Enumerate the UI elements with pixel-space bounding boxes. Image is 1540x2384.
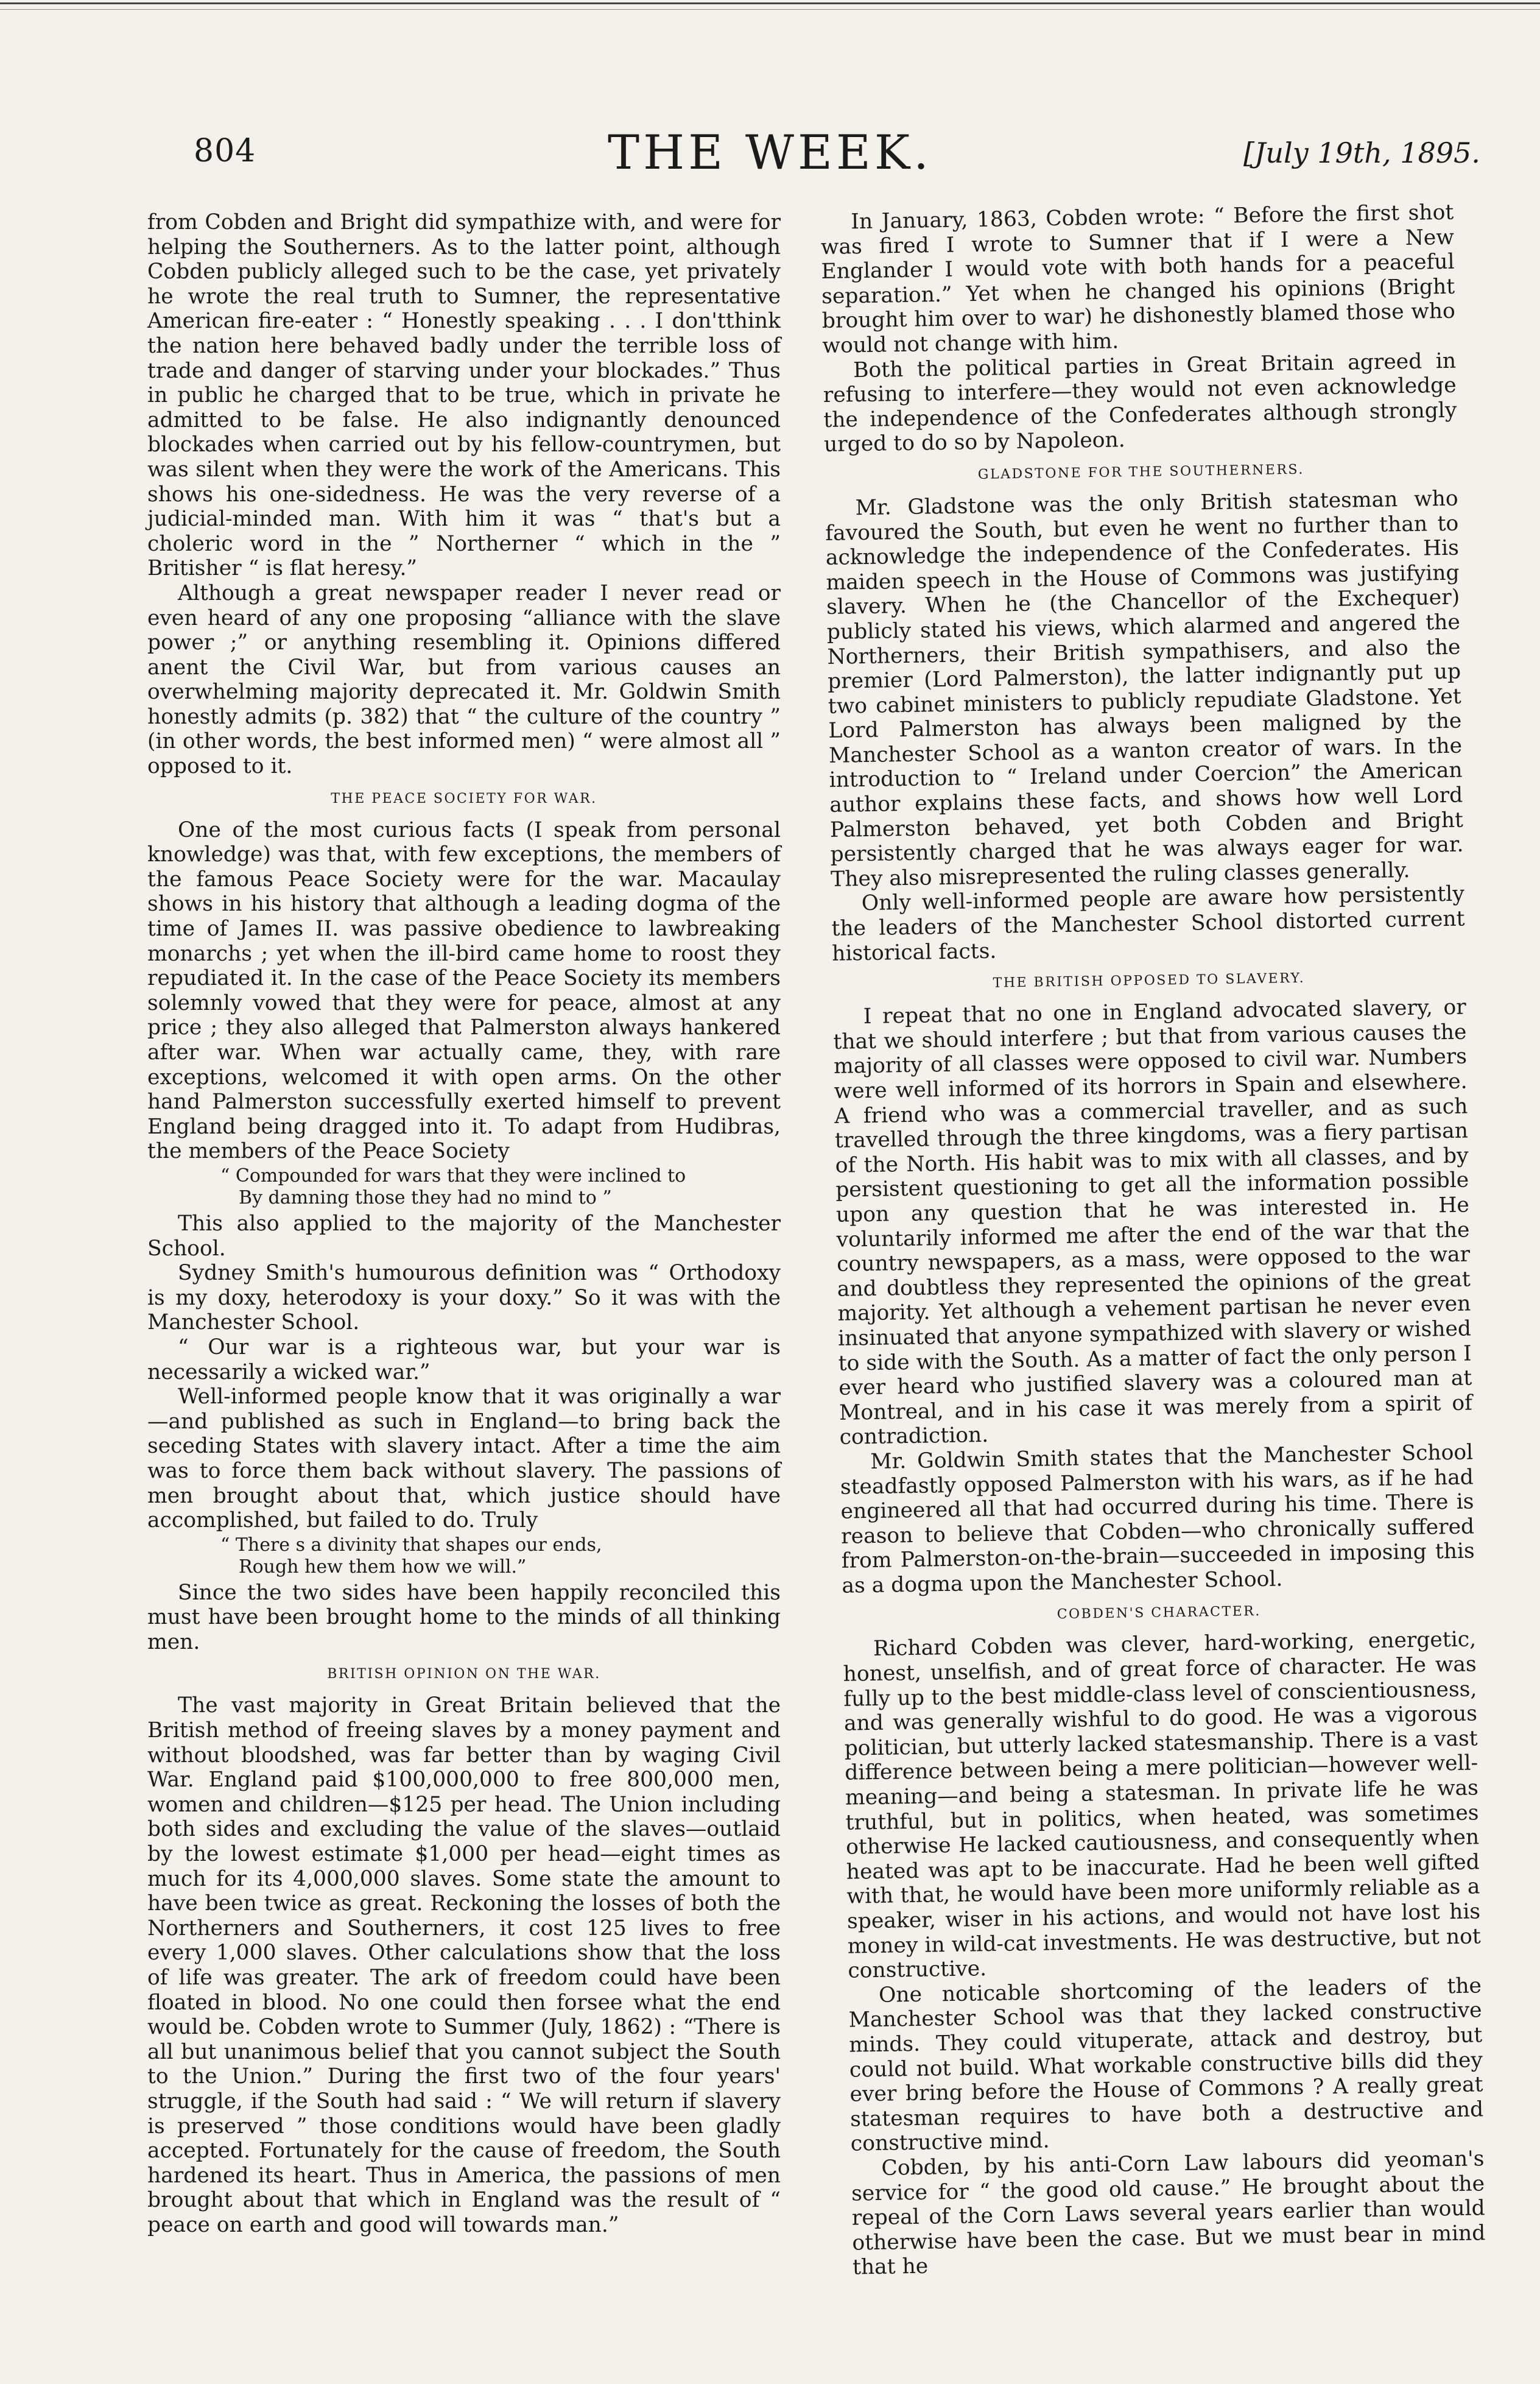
paragraph: Well-informed people know that it was originally a war—and published as such in England—to bring back the seceding States with slavery intact. After a time the aim was to force them back without slavery. The passions of men brought about that, which justice should have accomplished, but failed to do. Truly [147, 1384, 781, 1533]
paragraph: Mr. Goldwin Smith states that the Manchester School steadfastly opposed Palmerston with his wars, as if he had engineered all that had occurred during his time. There is reason to believe that Cobden—who chronically suffered from Palmerston-on-the-brain—succeeded in imposing this as a dogma upon the Manchester School. [840, 1440, 1475, 1598]
paragraph: Since the two sides have been happily reconciled this must have been brought home to the minds of all thinking men. [147, 1580, 781, 1654]
paragraph: I repeat that no one in England advocated slavery, or that we should interfere ; but that from various causes the majority of all classes were opposed to civil war. Numbers were well informed of its horrors in Spain and elsewhere. A friend who was a commercial traveller, and as such travelled through the three kingdoms, was a fiery partisan of the North. His habit was to mix with all classes, and by persistent questioning to get all the information possible upon any question that he was interested in. He voluntarily informed me after the end of the war that the country newspapers, as a mass, were opposed to the war and doubtless they represented the opinions of the great majority. Yet although a vehement partisan he never even insinuated that anyone sympathized with slavery or wished to side with the South. As a matter of fact the only person I ever heard who justified slavery was a coloured man at Montreal, and in his case it was merely from a spirit of contradiction. [833, 995, 1473, 1450]
section-heading: THE PEACE SOCIETY FOR WAR. [331, 791, 597, 806]
verse-line: Rough hew them how we will.” [239, 1556, 527, 1578]
section-heading: THE BRITISH OPPOSED TO SLAVERY. [993, 970, 1306, 991]
verse-line: By damning those they had no mind to ” [239, 1187, 612, 1208]
right-column [820, 200, 1486, 2280]
paragraph: Both the political parties in Great Britain agreed in refusing to interfere—they would not even acknowledge the independence of the Confederates although strongly urged to do so by Napoleon. [823, 348, 1457, 457]
paragraph: One of the most curious facts (I speak from personal knowledge) was that, with few exceptions, the members of the famous Peace Society were for the war. Macaulay shows in his history that although a leading dogma of the time of James II. was passive obedience to lawbreaking monarchs ; yet when the ill-bird came home to roost they repudiated it. In the case of the Peace Society its members solemnly vowed that they were for peace, almost at any price ; they also alleged that Palmerston always hankered after war. When war actually came, they, with rare exceptions, welcomed it with open arms. On the other hand Palmerston successfully exerted himself to prevent England being dragged into it. To adapt from Hudibras, the members of the Peace Society [147, 817, 781, 1164]
paragraph: Mr. Gladstone was the only British statesman who favoured the South, but even he went no further than to acknowledge the independence of the Confederates. His maiden speech in the House of Commons was justifying slavery. When he (the Chancellor of the Exchequer) publicly stated his views, which alarmed and angered the Northerners, their British sympathisers, and also the premier (Lord Palmerston), the latter indignantly put up two cabinet ministers to publicly repudiate Gladstone. Yet Lord Palmerston has always been maligned by the Manchester School as a wanton creator of wars. In the introduction to “ Ireland under Coercion” the American author explains these facts, and shows how well Lord Palmerston behaved, yet both Cobden and Bright persistently charged that he was always eager for war. They also misrepresented the ruling classes generally. [825, 486, 1464, 892]
paragraph: Richard Cobden was clever, hard-working, energetic, honest, unselfish, and of great force of character. He was fully up to the best middle-class level of conscientiousness, and was generally wishful to do good. He was a vigorous politician, but utterly lacked statesmanship. There is a vast difference between being a mere politician—however well-meaning—and being a statesman. In private life he was truthful, but in politics, when heated, was sometimes otherwise He lacked cautiousness, and consequently when heated was apt to be inaccurate. Had he been well gifted with that, he would have been more uniformly reliable as a speaker, wiser in his actions, and would not have lost his money in wild-cat investments. He was destructive, but not constructive. [843, 1627, 1481, 1983]
masthead [0, 0, 1540, 219]
publication-title: THE WEEK. [608, 125, 932, 180]
left-column [147, 210, 781, 2238]
paragraph: Only well-informed people are aware how persistently the leaders of the Manchester School distorted current historical facts. [831, 881, 1465, 966]
paragraph: One noticable shortcoming of the leaders of the Manchester School was that they lacked constructive minds. They could vituperate, attack and destroy, but could not build. What workable constructive bills did they ever bring before the House of Commons ? A really great statesman requires to have both a destructive and constructive mind. [848, 1973, 1484, 2156]
paragraph: “ Our war is a righteous war, but your war is necessarily a wicked war.” [147, 1335, 781, 1384]
verse-line: “ Compounded for wars that they were inclined to [220, 1165, 686, 1187]
page-number: 804 [194, 133, 256, 169]
verse-quotation [220, 1165, 781, 1209]
paragraph: Sydney Smith's humourous definition was “ Orthodoxy is my doxy, heterodoxy is your doxy.” So it was with the Manchester School. [147, 1261, 781, 1335]
verse-line: “ There s a divinity that shapes our ends, [220, 1534, 602, 1556]
paragraph: This also applied to the majority of the Manchester School. [147, 1211, 781, 1261]
paragraph: Although a great newspaper reader I never read or even heard of any one proposing “alliance with the slave power ;” or anything resembling it. Opinions differed anent the Civil War, but from various causes an overwhelming majority deprecated it. Mr. Goldwin Smith honestly admits (p. 382) that “ the culture of the country ” (in other words, the best informed men) “ were almost all ” opposed to it. [147, 580, 781, 779]
section-heading: GLADSTONE FOR THE SOUTHERNERS. [977, 462, 1304, 482]
paragraph: In January, 1863, Cobden wrote: “ Before the first shot was fired I wrote to Sumner that if I were a New Englander I would vote with both hands for a peaceful separation.” Yet when he changed his opinions (Bright brought him over to war) he dishonestly blamed those who would not change with him. [820, 200, 1456, 358]
issue-date: [July 19th, 1895. [1243, 136, 1480, 169]
section-heading: BRITISH OPINION ON THE WAR. [327, 1666, 601, 1682]
paragraph: Cobden, by his anti-Corn Law labours did yeoman's service for “ the good old cause.” He brought about the repeal of the Corn Laws several years earlier than would otherwise have been the case. But we must bear in mind that he [851, 2146, 1486, 2280]
section-heading: COBDEN'S CHARACTER. [1057, 1604, 1261, 1623]
paragraph: from Cobden and Bright did sympathize with, and were for helping the Southerners. As to the latter point, although Cobden publicly alleged such to be the case, yet privately he wrote the real truth to Sumner, the representative American fire-eater : “ Honestly speaking . . . I don'tthink the nation here behaved badly under the terrible loss of trade and danger of starving under your blockades.” Thus in public he charged that to be true, which in private he admitted to be false. He also indignantly denounced blockades when carried out by his fellow-countrymen, but was silent when they were the work of the Americans. This shows his one-sidedness. He was the very reverse of a judicial-minded man. With him it was “ that's but a choleric word in the ” Northerner “ which in the ” Britisher “ is flat heresy.” [147, 210, 781, 581]
paragraph: The vast majority in Great Britain believed that the British method of freeing slaves by a money payment and without bloodshed, was far better than by waging Civil War. England paid $100,000,000 to free 800,000 men, women and children—$125 per head. The Union including both sides and excluding the value of the slaves—outlaid by the lowest estimate $1,000 per head—eight times as much for its 4,000,000 slaves. Some state the amount to have been twice as great. Reckoning the losses of both the Northerners and Southerners, it cost 125 lives to free every 1,000 slaves. Other calculations show that the loss of life was greater. The ark of freedom could have been floated in blood. No one could then forsee what the end would be. Cobden wrote to Summer (July, 1862) : “There is all but unanimous belief that you cannot subject the South to the Union.” During the first two of the four years' struggle, if the South had said : “ We will return if slavery is preserved ” those conditions would have been gladly accepted. Fortunately for the cause of freedom, the South hardened its heart. Thus in America, the passions of men brought about that which in England was the result of “ peace on earth and good will towards man.” [147, 1693, 781, 2237]
verse-quotation [220, 1534, 781, 1578]
